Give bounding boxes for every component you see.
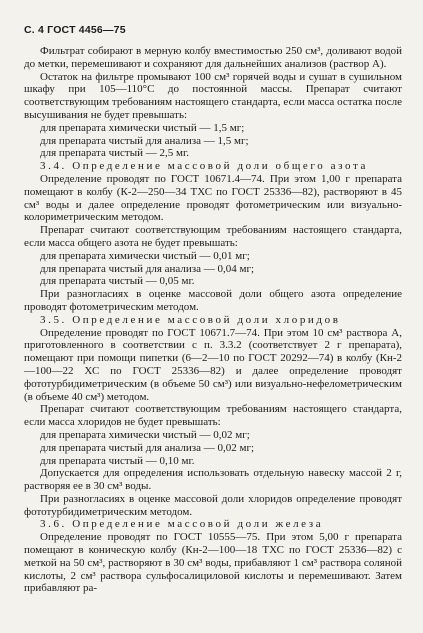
requirement-line: для препарата чистый — 0,05 мг.	[40, 275, 195, 288]
paragraph: Остаток на фильтре промывают 100 см³ горячей воды и сушат в сушильном шкафу при 105—110°С до постоянной массы. Препарат считают соответствующим требованиям настоящего стандарта, если масса остатка после высушивания не будет превышать:	[24, 70, 402, 121]
paragraph: Препарат считают соответствующим требованиям настоящего стандарта, если масса хлоридов не будет превышать:	[24, 403, 402, 429]
requirement-line: для препарата чистый для анализа — 0,04 мг;	[40, 262, 255, 275]
requirement-line: для препарата чистый — 0,10 мг.	[40, 454, 195, 467]
requirement-line: для препарата чистый для анализа — 0,02 мг;	[40, 441, 255, 454]
requirement-line: для препарата чистый для анализа — 1,5 мг;	[40, 134, 249, 147]
paragraph: Препарат считают соответствующим требованиям настоящего стандарта, если масса общего азота не будет превышать:	[24, 224, 402, 249]
requirement-line: для препарата химически чистый — 1,5 мг;	[40, 121, 245, 134]
paragraph: Определение проводят по ГОСТ 10671.4—74. При этом 1,00 г препарата помещают в колбу (К-2—250—34 ТХС по ГОСТ 25336—82), растворяют в 45 см³ воды и далее определение проводят фотометрическим или визуально-колориметрическим методом.	[24, 172, 402, 224]
section-heading: 3.4. Определение массовой доли общего азота	[40, 160, 369, 173]
section-heading: 3.6. Определение массовой доли железа	[40, 518, 324, 531]
requirement-line: для препарата химически чистый — 0,01 мг;	[40, 249, 250, 262]
paragraph: Допускается для определения использовать отдельную навеску массой 2 г, растворяя ее в 30 см³ воды.	[24, 467, 402, 493]
paragraph: При разногласиях в оценке массовой доли общего азота определение проводят фотометрическим методом.	[24, 288, 402, 313]
page-header: С. 4 ГОСТ 4456—75	[24, 24, 126, 36]
requirement-line: для препарата чистый — 2,5 мг.	[40, 147, 189, 160]
page-body	[24, 45, 402, 595]
section-heading: 3.5. Определение массовой доли хлоридов	[40, 313, 341, 326]
paragraph: Определение проводят по ГОСТ 10555—75. При этом 5,00 г препарата помещают в коническую колбу (Кн-2—100—18 ТХС по ГОСТ 25336—82) с меткой на 50 см³, растворяют в 30 см³ воды, прибавляют 1 см³ раствора соляной кислоты, 2 см³ раствора сульфосалициловой кислоты и перемешивают. Затем прибавляют ра-	[24, 531, 402, 595]
requirement-line: для препарата химически чистый — 0,02 мг;	[40, 428, 250, 441]
paragraph: Фильтрат собирают в мерную колбу вместимостью 250 см³, доливают водой до метки, перемешивают и сохраняют для дальнейших анализов (раствор А).	[24, 45, 402, 70]
paragraph: При разногласиях в оценке массовой доли хлоридов определение проводят фототурбидиметрическим методом.	[24, 492, 402, 518]
paragraph: Определение проводят по ГОСТ 10671.7—74. При этом 10 см³ раствора А, приготовленного в соответствии с п. 3.3.2 (соответствует 2 г препарата), помещают при помощи пипетки (6—2—10 по ГОСТ 20292—74) в колбу (Кн-2—100—22 ХС по ГОСТ 25336—82) и далее определение проводят фототурбидиметрическим (в объеме 50 см³) или визуально-нефелометрическим (в объеме 40 см³) методом.	[24, 326, 402, 403]
